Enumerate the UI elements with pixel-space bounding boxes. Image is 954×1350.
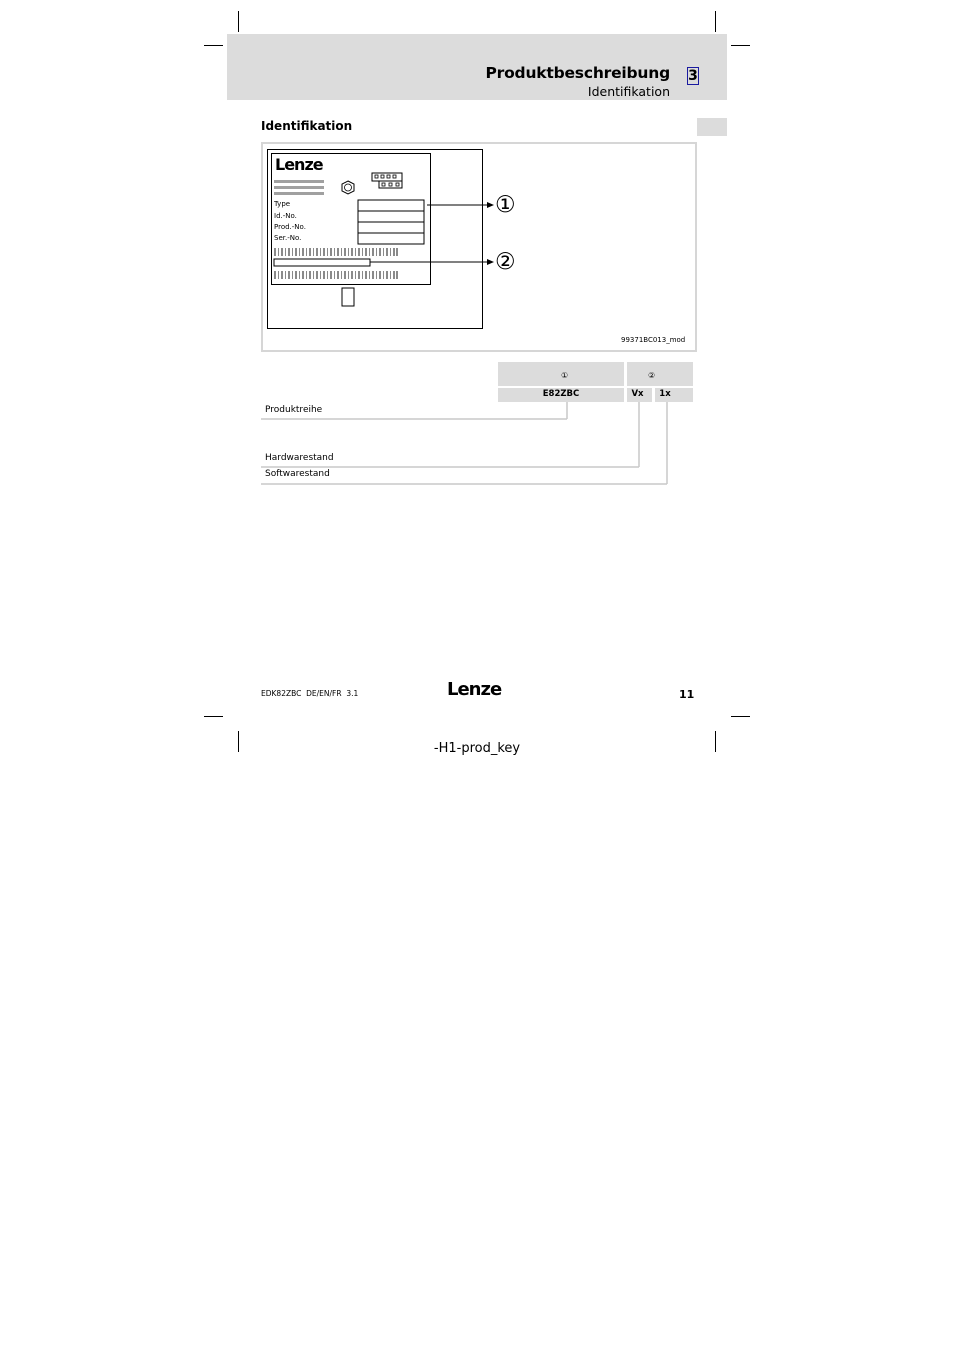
field-label-id-no: Id.-No. [274,212,297,220]
section-title: Identifikation [261,119,353,133]
type-key-lines [0,0,954,500]
chapter-number: 3 [688,68,698,84]
key-hw-code: Vx [631,389,644,399]
row-label-hardware: Hardwarestand [265,453,334,463]
field-label-type: Type [274,200,291,208]
page-title: Produktbeschreibung [485,64,670,82]
key-col2-marker: ② [648,371,656,380]
row-label-software: Softwarestand [265,469,330,479]
footer-logo: Lenze [447,679,502,700]
crop-mark-bottom-left-h [204,716,223,717]
row-label-product-series: Produktreihe [265,405,323,415]
field-label-ser-no: Ser.-No. [274,234,302,242]
page-number: 11 [679,688,695,701]
below-page-text: -H1-prod_key [433,741,521,756]
key-sw-code: 1x [659,389,671,399]
crop-mark-bottom-right-h [731,716,750,717]
callout-1: ① [495,192,516,218]
figure-id: 99371BC013_mod [621,336,686,344]
page-subtitle: Identifikation [587,84,670,99]
footer-doc-ref: EDK82ZBC DE/EN/FR 3.1 [261,689,359,698]
key-code: E82ZBC [542,389,580,399]
field-label-prod-no: Prod.-No. [274,223,306,231]
callout-2: ② [495,249,516,275]
nameplate-logo: Lenze [275,155,323,174]
key-col1-marker: ① [561,371,569,380]
